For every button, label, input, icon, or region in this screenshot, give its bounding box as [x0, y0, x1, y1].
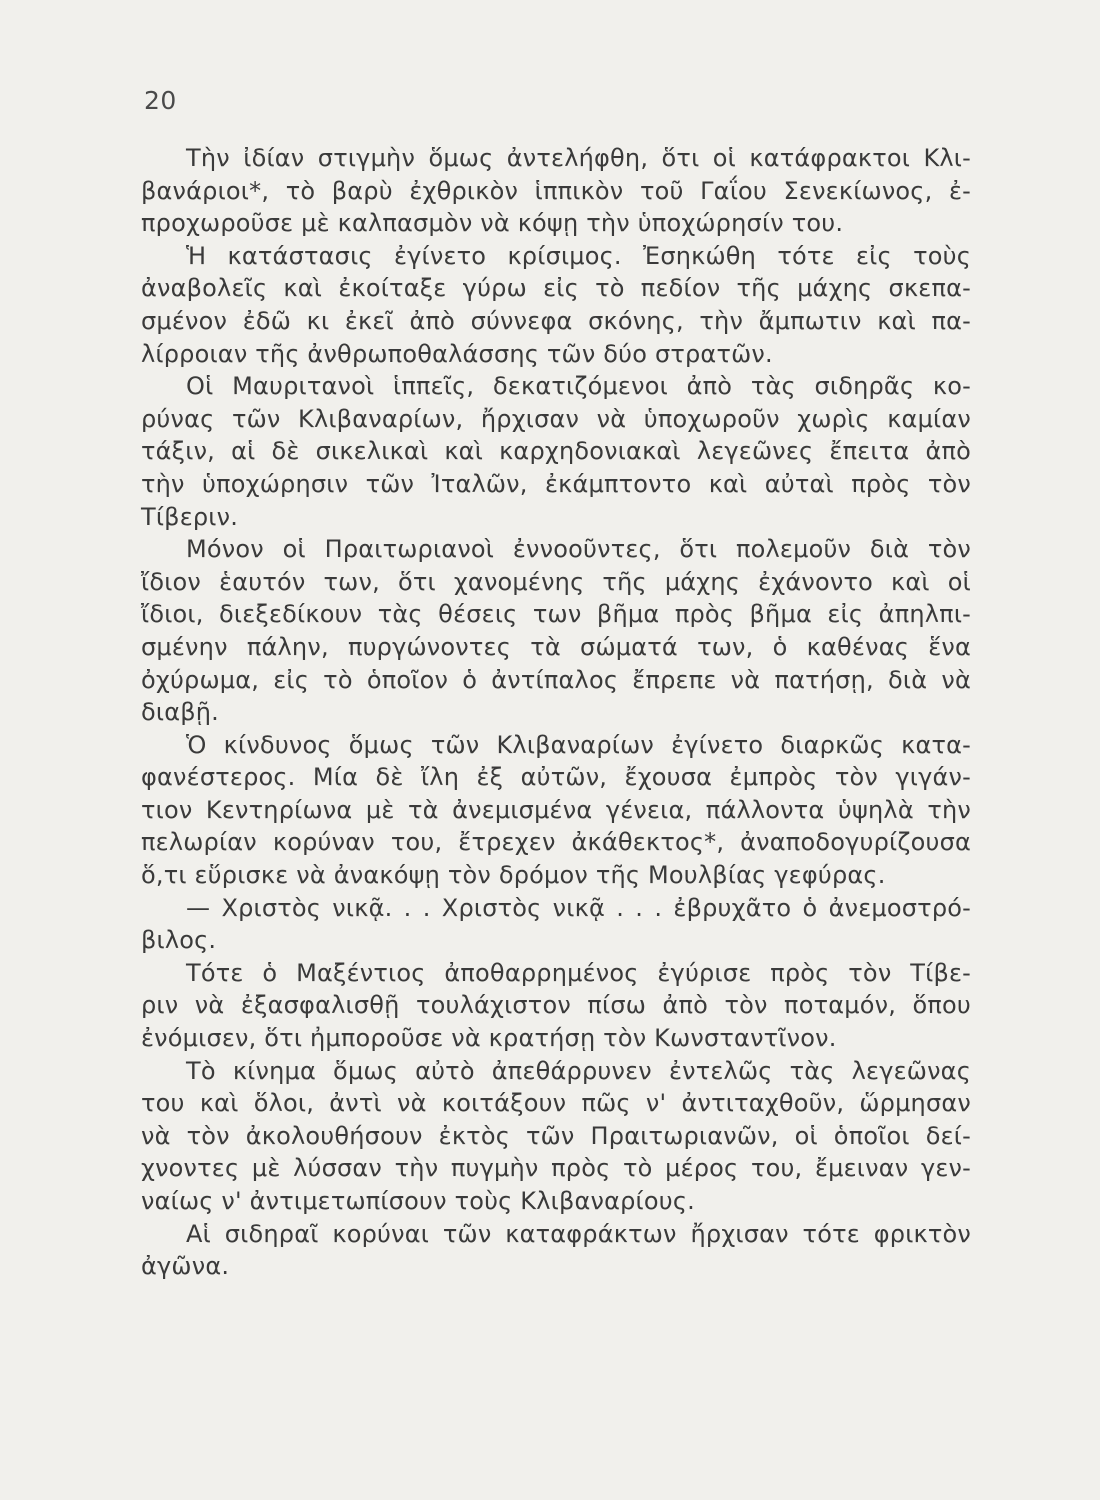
text-line: διαβῇ. — [141, 698, 219, 727]
text-line: Τὴν ἰδίαν στιγμὴν ὅμως ἀντελήφθη, ὅτι οἱ κατάφρακτοι Κλι- — [186, 144, 971, 172]
text-line: τιον Κεντηρίωνα μὲ τὰ ἀνεμισμένα γένεια, πάλλοντα ὑψηλὰ τὴν — [141, 795, 971, 824]
text-line: ἐνόμισεν, ὅτι ἠμποροῦσε νὰ κρατήσῃ τὸν Κωνσταντῖνον. — [141, 1024, 837, 1053]
text-line: φανέστερος. Μία δὲ ἴλη ἐξ αὐτῶν, ἔχουσα ἐμπρὸς τὸν γιγάν- — [141, 763, 971, 792]
paragraph — [141, 533, 971, 729]
text-line: Ὁ κίνδυνος ὅμως τῶν Κλιβαναρίων ἐγίνετο διαρκῶς κατα- — [186, 730, 971, 759]
page-number: 20 — [144, 86, 177, 115]
text-line: χνοντες μὲ λύσσαν τὴν πυγμὴν πρὸς τὸ μέρος του, ἔμειναν γεν- — [141, 1154, 971, 1183]
text-line: του καὶ ὅλοι, ἀντὶ νὰ κοιτάξουν πῶς ν' ἀντιταχθοῦν, ὥρμησαν — [141, 1089, 971, 1118]
paragraph — [141, 729, 971, 892]
paragraph — [141, 1218, 971, 1283]
paragraph — [141, 370, 971, 533]
text-line: ἀγῶνα. — [141, 1252, 230, 1281]
text-line: τὴν ὑποχώρησιν τῶν Ἰταλῶν, ἐκάμπτοντο καὶ αὐταὶ πρὸς τὸν — [141, 469, 971, 498]
text-line: προχωροῦσε μὲ καλπασμὸν νὰ κόψῃ τὴν ὑποχώρησίν του. — [141, 209, 844, 238]
text-line: νὰ τὸν ἀκολουθήσουν ἐκτὸς τῶν Πραιτωριανῶν, οἱ ὁποῖοι δεί- — [141, 1121, 971, 1150]
text-line: ἴδιον ἑαυτόν των, ὅτι χανομένης τῆς μάχης ἐχάνοντο καὶ οἱ — [141, 567, 971, 596]
text-line: ἴδιοι, διεξεδίκουν τὰς θέσεις των βῆμα πρὸς βῆμα εἰς ἀπηλπι- — [141, 600, 971, 629]
paragraph — [141, 142, 971, 240]
text-line: — Χριστὸς νικᾷ. . . Χριστὸς νικᾷ . . . ἐβρυχᾶτο ὁ ἀνεμοστρό- — [186, 893, 971, 922]
text-line: σμένον ἐδῶ κι ἐκεῖ ἀπὸ σύννεφα σκόνης, τὴν ἄμπωτιν καὶ πα- — [141, 306, 971, 335]
text-line: σμένην πάλην, πυργώνοντες τὰ σώματά των, ὁ καθένας ἕνα — [141, 632, 971, 661]
text-line: ρύνας τῶν Κλιβαναρίων, ἤρχισαν νὰ ὑποχωροῦν χωρὶς καμίαν — [141, 404, 971, 433]
text-line: ἀναβολεῖς καὶ ἐκοίταξε γύρω εἰς τὸ πεδίον τῆς μάχης σκεπα- — [141, 274, 971, 303]
text-line: βανάριοι*, τὸ βαρὺ ἐχθρικὸν ἱππικὸν τοῦ Γαΐου Σενεκίωνος, ἐ- — [141, 176, 971, 205]
text-line: Οἱ Μαυριτανοὶ ἱππεῖς, δεκατιζόμενοι ἀπὸ τὰς σιδηρᾶς κο- — [186, 372, 971, 401]
paragraph — [141, 892, 971, 957]
text-line: Ἡ κατάστασις ἐγίνετο κρίσιμος. Ἐσηκώθη τότε εἰς τοὺς — [186, 241, 971, 270]
text-line: τάξιν, αἱ δὲ σικελικαὶ καὶ καρχηδονιακαὶ λεγεῶνες ἔπειτα ἀπὸ — [141, 437, 971, 466]
text-line: ὅ,τι εὕρισκε νὰ ἀνακόψῃ τὸν δρόμον τῆς Μουλβίας γεφύρας. — [141, 861, 886, 890]
text-line: Τὸ κίνημα ὅμως αὐτὸ ἀπεθάρρυνεν ἐντελῶς τὰς λεγεῶνας — [186, 1056, 971, 1085]
text-line: βιλος. — [141, 926, 217, 955]
paragraph — [141, 1055, 971, 1218]
text-line: ριν νὰ ἐξασφαλισθῇ τουλάχιστον πίσω ἀπὸ τὸν ποταμόν, ὅπου — [141, 991, 971, 1020]
body-text — [141, 142, 971, 1283]
text-line: Μόνον οἱ Πραιτωριανοὶ ἐννοοῦντες, ὅτι πολεμοῦν διὰ τὸν — [186, 535, 971, 564]
text-line: Αἱ σιδηραῖ κορύναι τῶν καταφράκτων ἤρχισαν τότε φρικτὸν — [186, 1219, 971, 1248]
text-line: ναίως ν' ἀντιμετωπίσουν τοὺς Κλιβαναρίους. — [141, 1187, 695, 1215]
text-line: Τότε ὁ Μαξέντιος ἀποθαρρημένος ἐγύρισε πρὸς τὸν Τίβε- — [186, 958, 971, 987]
text-line: πελωρίαν κορύναν του, ἔτρεχεν ἀκάθεκτος*, ἀναποδογυρίζουσα — [141, 828, 971, 857]
paragraph — [141, 240, 971, 370]
paragraph — [141, 957, 971, 1055]
text-line: Τίβεριν. — [141, 502, 239, 531]
text-line: ὀχύρωμα, εἰς τὸ ὁποῖον ὁ ἀντίπαλος ἔπρεπε νὰ πατήσῃ, διὰ νὰ — [141, 665, 971, 694]
text-line: λίρροιαν τῆς ἀνθρωποθαλάσσης τῶν δύο στρατῶν. — [141, 339, 773, 368]
